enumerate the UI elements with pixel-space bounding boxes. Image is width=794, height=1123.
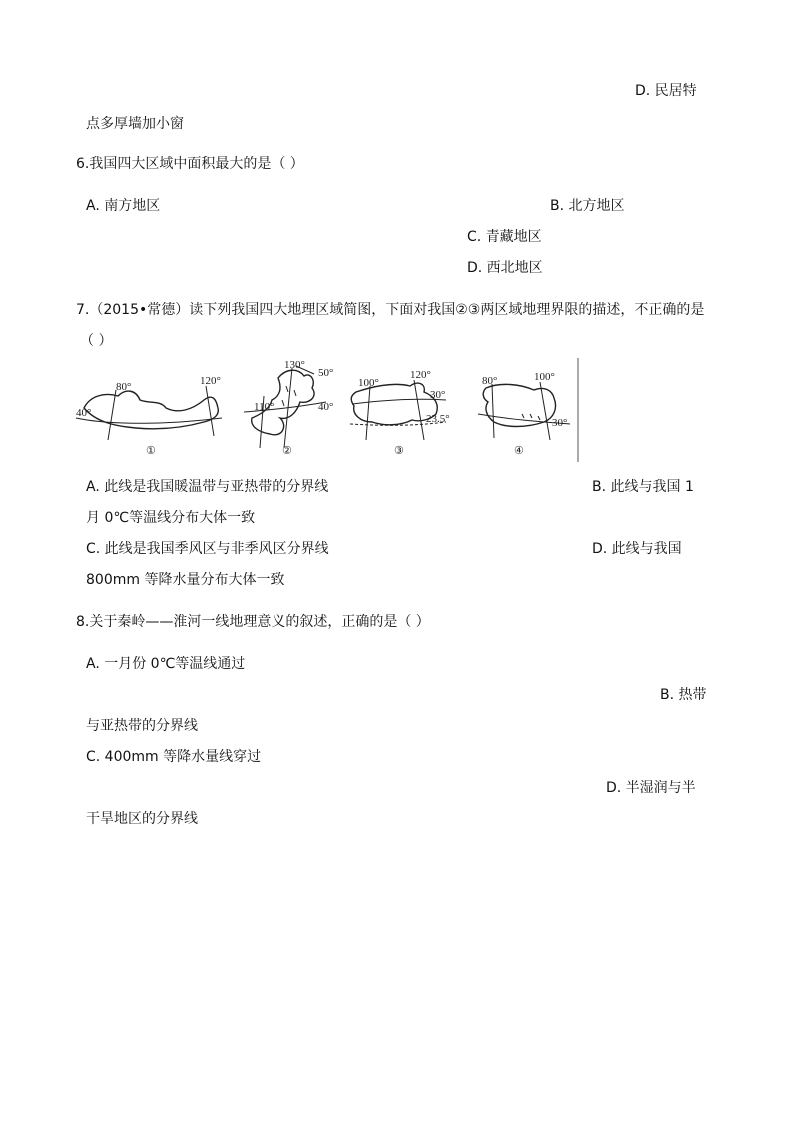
region-map-1 xyxy=(76,375,222,457)
q6-option-a: A. 南方地区 xyxy=(86,198,161,214)
map2-deg-1: 130° xyxy=(284,359,305,371)
q8-option-c: C. 400mm 等降水量线穿过 xyxy=(86,749,262,765)
map2-deg-2: 50° xyxy=(318,367,334,379)
map1-label: ① xyxy=(146,445,156,457)
q6-option-d: D. 西北地区 xyxy=(467,260,543,276)
map2-deg-4: 40° xyxy=(318,401,334,413)
map3-label: ③ xyxy=(394,445,404,457)
map3-deg-4: 23.5° xyxy=(426,413,450,425)
q7-region-map-figure xyxy=(74,356,580,464)
q6-option-b: B. 北方地区 xyxy=(550,198,625,214)
q6-stem: 6.我国四大区域中面积最大的是（ ） xyxy=(76,156,304,172)
map4-label: ④ xyxy=(514,445,524,457)
q8-option-d-line2: 干旱地区的分界线 xyxy=(86,811,198,827)
map4-deg-2: 100° xyxy=(534,371,555,383)
q7-option-b-line1: B. 此线与我国 1 xyxy=(592,479,694,495)
region-map-2 xyxy=(244,359,333,457)
q7-option-b-line2: 月 0℃等温线分布大体一致 xyxy=(86,510,256,526)
region-map-3 xyxy=(350,369,450,457)
q5-option-d-line2: 点多厚墙加小窗 xyxy=(86,116,184,132)
q8-option-d-line1: D. 半湿润与半 xyxy=(606,780,696,796)
map4-deg-3: 30° xyxy=(552,417,568,429)
map3-deg-2: 120° xyxy=(410,369,431,381)
q8-stem: 8.关于秦岭——淮河一线地理意义的叙述，正确的是（ ） xyxy=(76,614,430,630)
map1-deg-2: 120° xyxy=(200,375,221,387)
q7-option-d-line1: D. 此线与我国 xyxy=(592,541,682,557)
q7-stem-line2: （ ） xyxy=(80,333,113,349)
q7-stem-line1: 7.（2015•常德）读下列我国四大地理区域简图，下面对我国②③两区域地理界限的描述，不正确的是 xyxy=(76,302,705,318)
q8-option-a: A. 一月份 0℃等温线通过 xyxy=(86,656,246,672)
map4-deg-1: 80° xyxy=(482,375,498,387)
region-map-4 xyxy=(478,371,570,457)
map1-deg-1: 80° xyxy=(116,381,132,393)
q7-option-d-line2: 800mm 等降水量分布大体一致 xyxy=(86,572,285,588)
q6-option-c: C. 青藏地区 xyxy=(467,229,542,245)
map3-deg-1: 100° xyxy=(358,377,379,389)
map2-label: ② xyxy=(282,445,292,457)
q7-option-a: A. 此线是我国暖温带与亚热带的分界线 xyxy=(86,479,329,495)
q8-option-b-line1: B. 热带 xyxy=(660,687,707,703)
map1-deg-3: 40° xyxy=(76,407,92,419)
map3-deg-3: 30° xyxy=(430,389,446,401)
q7-option-c: C. 此线是我国季风区与非季风区分界线 xyxy=(86,541,329,557)
map2-deg-3: 110° xyxy=(254,401,275,413)
region-maps-svg xyxy=(74,356,580,464)
q5-option-d-line1: D. 民居特 xyxy=(635,83,697,99)
q8-option-b-line2: 与亚热带的分界线 xyxy=(86,718,198,734)
